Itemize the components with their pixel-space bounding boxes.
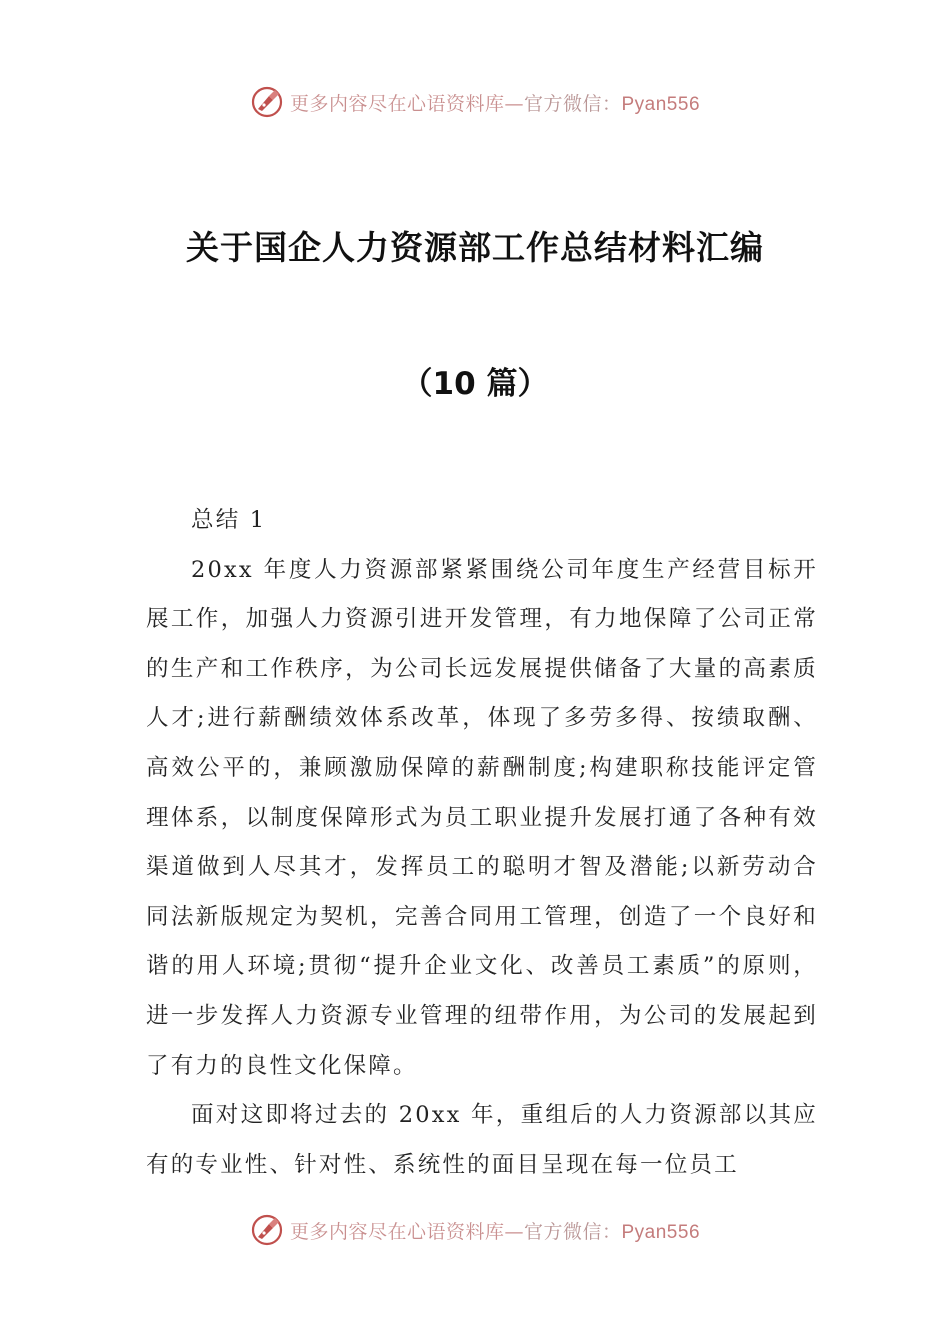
banner-main-text: 更多内容尽在心语资料库	[289, 92, 505, 115]
banner-text	[290, 89, 700, 116]
footer-watermark-banner	[0, 1208, 950, 1252]
pen-nib-logo-icon	[250, 1213, 284, 1247]
banner-wechat-id: Pyan556	[621, 93, 701, 115]
banner-wechat-label: 官方微信：	[523, 1220, 622, 1243]
banner-dash: —	[504, 1220, 524, 1243]
banner-text	[290, 1217, 700, 1244]
document-subtitle: （10 篇）	[401, 366, 549, 402]
document-title: 关于国企人力资源部工作总结材料汇编	[186, 228, 764, 267]
section-heading: 总结 1	[191, 507, 267, 533]
body-paragraph-2: 面对这即将过去的 20xx 年，重组后的人力资源部以其应有的专业性、针对性、系统性的面目呈现在每一位员工	[146, 1102, 818, 1178]
pen-nib-logo-icon	[250, 85, 284, 119]
body-paragraph-1: 20xx 年度人力资源部紧紧围绕公司年度生产经营目标开展工作，加强人力资源引进开发管理，有力地保障了公司正常的生产和工作秩序，为公司长远发展提供储备了大量的高素质人才;进行薪酬绩效体系改革，体现了多劳多得、按绩取酬、高效公平的，兼顾激励保障的薪酬制度;构建职称技能评定管理体系，以制度保障形式为员工职业提升发展打通了各种有效渠道做到人尽其才，发挥员工的聪明才智及潜能;以新劳动合同法新版规定为契机，完善合同用工管理，创造了一个良好和谐的用人环境;贯彻“提升企业文化、改善员工素质”的原则，进一步发挥人力资源专业管理的纽带作用，为公司的发展起到了有力的良性文化保障。	[146, 556, 818, 1079]
document-body	[146, 496, 818, 1190]
header-watermark-banner	[0, 80, 950, 124]
banner-dash: —	[504, 92, 524, 115]
banner-wechat-id: Pyan556	[621, 1221, 701, 1243]
banner-main-text: 更多内容尽在心语资料库	[289, 1220, 505, 1243]
banner-wechat-label: 官方微信：	[523, 92, 622, 115]
